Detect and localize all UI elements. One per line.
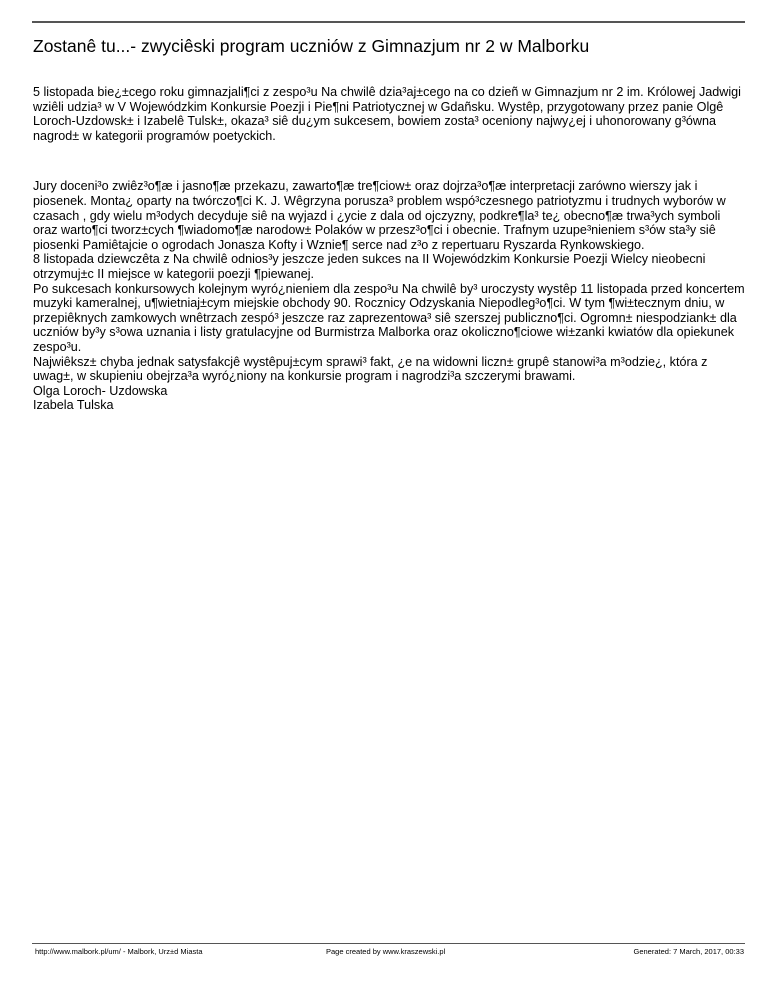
footer-source-url: http://www.malbork.pl/um/ - Malbork, Urz±d Miasta: [35, 947, 203, 956]
article-body: [33, 85, 745, 413]
article-paragraph: Jury doceni³o zwiêz³o¶æ i jasno¶æ przekazu, zawarto¶æ tre¶ciow± oraz dojrza³o¶æ interpretacji zarówno wierszy jak i piosenek. Monta¿ oparty na twórczo¶ci K. J. Wêgrzyna porusza³ problem wspó³czesnego patriotyzmu i trudnych wyborów w czasach , gdy wielu m³odych decyduje siê na wyjazd i ¿ycie z dala od ojczyzny, podkre¶la³ te¿ obecno¶æ trwa³ych symboli oraz warto¶ci tworz±cych ¶wiadomo¶æ narodow± Polaków w przesz³o¶ci i obecnie. Trafnym uzupe³nieniem s³ów sta³y siê piosenki Pamiêtajcie o ogrodach Jonasza Kofty i Wznie¶ serce nad z³o z repertuaru Ryszarda Rynkowskiego.: [33, 179, 726, 252]
article-paragraph: 8 listopada dziewczêta z Na chwilê odnios³y jeszcze jeden sukces na II Wojewódzkim Konkursie Poezji Wielcy nieobecni otrzymuj±c II miejsce w kategorii poezji ¶piewanej.: [33, 252, 706, 281]
footer-rule: [32, 943, 745, 944]
author-name: Olga Loroch- Uzdowska: [33, 383, 168, 398]
footer-generated-date: Generated: 7 March, 2017, 00:33: [633, 947, 744, 956]
article-paragraph: 5 listopada bie¿±cego roku gimnazjali¶ci z zespo³u Na chwilê dzia³aj±cego na co dzieñ w Gimnazjum nr 2 im. Królowej Jadwigi wziêli udzia³ w V Wojewódzkim Konkursie Poezji i Pie¶ni Patriotycznej w Gdañsku. Wystêp, przygotowany przez panie Olgê Loroch-Uzdowsk± i Izabelê Tulsk±, okaza³ siê du¿ym sukcesem, bowiem zosta³ oceniony najwy¿ej i uhonorowany g³ówna nagrod± w kategorii programów poetyckich.: [33, 85, 741, 143]
article-paragraph: Najwiêksz± chyba jednak satysfakcjê wystêpuj±cym sprawi³ fakt, ¿e na widowni liczn± grupê stanowi³a m³odzie¿, która z uwag±, w skupieniu obejrza³a wyró¿niony na konkursie program i nagrodzi³a szczerymi brawami.: [33, 354, 708, 384]
article-paragraph: Po sukcesach konkursowych kolejnym wyró¿nieniem dla zespo³u Na chwilê by³ uroczysty wystêp 11 listopada przed koncertem muzyki kameralnej, u¶wietniaj±cym miejskie obchody 90. Rocznicy Odzyskania Niepodleg³o¶ci. W tym ¶wi±tecznym dniu, w przepiêknych zamkowych wnêtrzach zespó³ jeszcze raz zaprezentowa³ siê szerszej publiczno¶ci. Ogromn± niespodziank± dla uczniów by³y s³owa uznania i listy gratulacyjne od Burmistrza Malborka oraz okoliczno¶ciowe wi±zanki kwiatów dla opiekunek zespo³u.: [33, 281, 745, 354]
footer-credit: Page created by www.kraszewski.pl: [326, 947, 446, 956]
author-name: Izabela Tulska: [33, 398, 114, 413]
page-title: Zostanê tu...- zwyciêski program uczniów z Gimnazjum nr 2 w Malborku: [33, 36, 590, 56]
paragraph-gap: [33, 143, 745, 179]
header-rule: [32, 21, 745, 23]
